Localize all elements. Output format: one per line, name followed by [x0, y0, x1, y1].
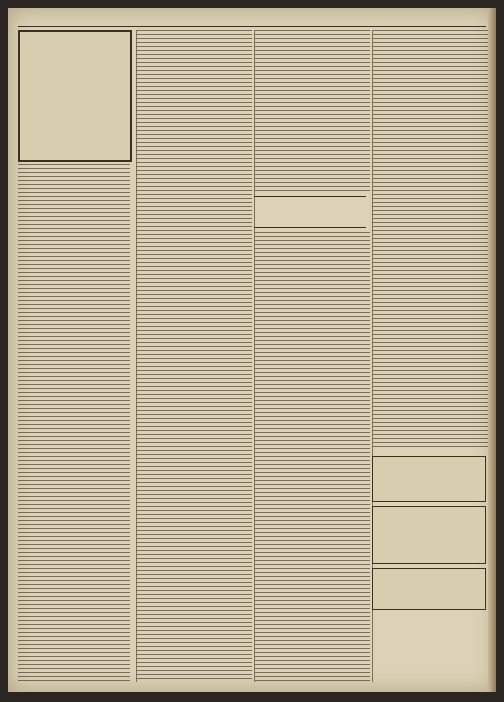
- newspaper-page: [8, 8, 496, 692]
- notice-box: [18, 30, 132, 162]
- page-edge: [488, 8, 496, 692]
- advertisement-1: [372, 456, 486, 502]
- handels-zeitung-heading: [254, 196, 366, 228]
- column-1-text: [18, 164, 130, 682]
- column-2: [136, 30, 252, 682]
- column-3-text-bottom: [255, 232, 370, 682]
- column-4-text: [373, 30, 490, 450]
- page-header: [18, 14, 486, 27]
- column-3-text-top: [255, 30, 370, 192]
- advertisement-2: [372, 506, 486, 564]
- column-3: [254, 30, 370, 682]
- column-2-text: [137, 30, 252, 682]
- advertisement-3: [372, 568, 486, 610]
